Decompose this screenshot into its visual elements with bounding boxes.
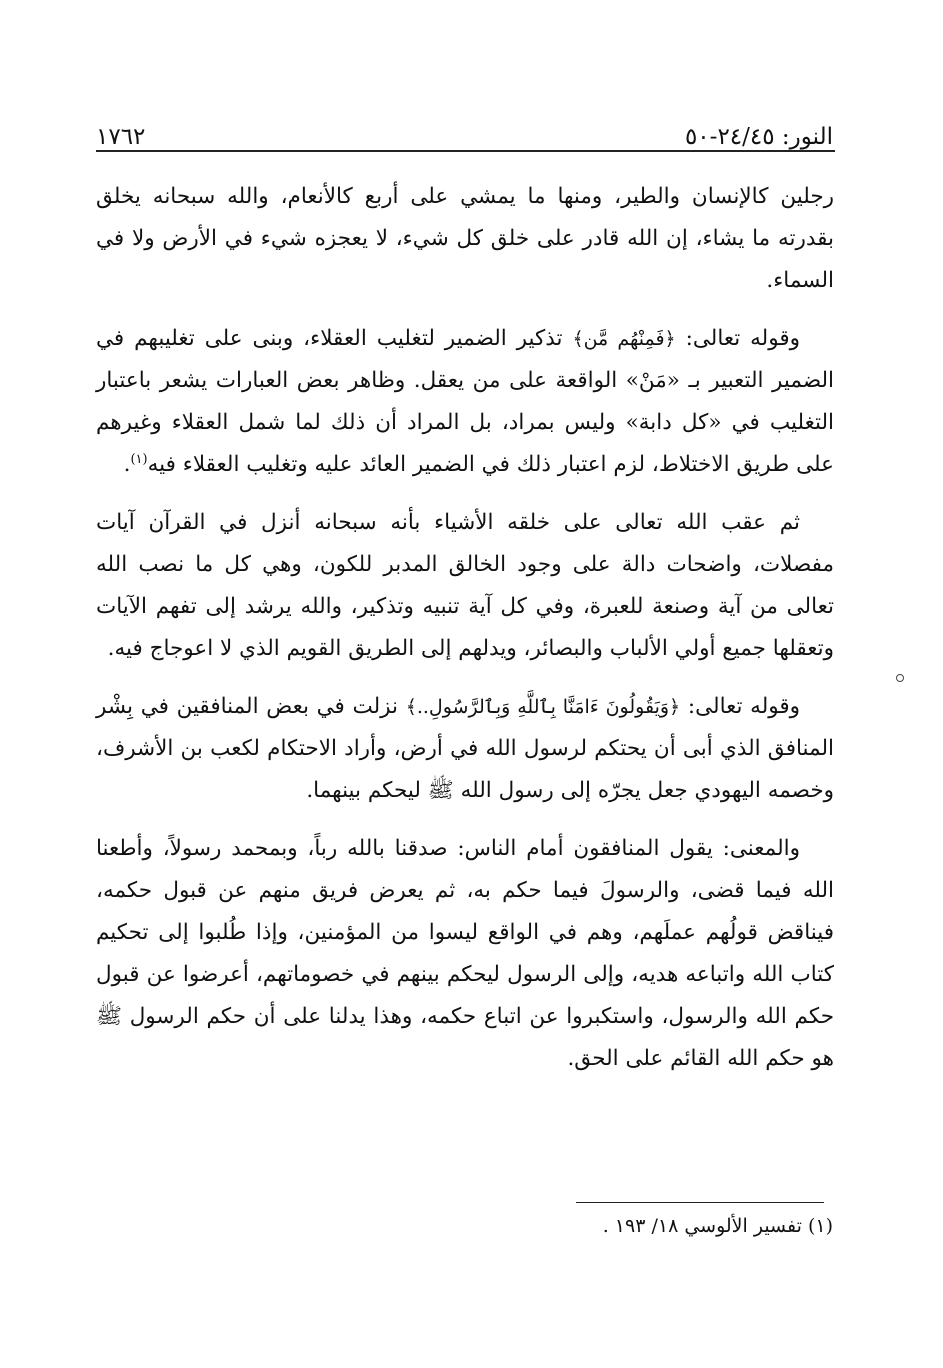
margin-circle-mark bbox=[896, 674, 904, 682]
quran-quote-1: ﴿فَمِنْهُم مَّن﴾ bbox=[572, 328, 676, 350]
paragraph-2 bbox=[96, 318, 834, 486]
header-divider bbox=[96, 150, 835, 152]
paragraph-4-body: نزلت في بعض المنافقين في بِشْر المنافق الذي أبى أن يحتكم لرسول الله في أرض، وأراد الاحتكام لكعب بن الأشرف، وخصمه اليهودي جعل يجرّه إلى رسول الله ﷺ ليحكم بينهما. bbox=[96, 694, 834, 803]
paragraph-2-end: . bbox=[123, 452, 131, 477]
paragraph-4-lead: وقوله تعالى: bbox=[680, 694, 801, 719]
paragraph-5: والمعنى: يقول المنافقون أمام الناس: صدقنا بالله رباً، وبمحمد رسولاً، وأطعنا الله فيما قضى، والرسولَ فيما حكم به، ثم يعرض فريق منهم عن قبول حكمه، فيناقض قولُهم عملَهم، وهم في الواقع ليسوا من المؤمنين، وإذا طُلبوا إلى تحكيم كتاب الله واتباعه هديه، وإلى الرسول ليحكم بينهم في خصوماتهم، أعرضوا عن قبول حكم الله والرسول، واستكبروا عن اتباع حكمه، وهذا يدلنا على أن حكم الرسول ﷺ هو حكم الله القائم على الحق. bbox=[96, 836, 834, 1071]
quran-quote-2: ﴿وَيَقُولُونَ ءَامَنَّا بِٱللَّهِ وَبِٱلرَّسُولِ..﴾ bbox=[405, 696, 681, 718]
footnote-divider bbox=[576, 1202, 824, 1203]
main-text bbox=[96, 176, 834, 1080]
paragraph-1: رجلين كالإنسان والطير، ومنها ما يمشي على أربع كالأنعام، والله سبحانه يخلق بقدرته ما يشاء، إن الله قادر على خلق كل شيء، لا يعجزه شيء في الأرض ولا في السماء. bbox=[96, 184, 834, 293]
paragraph-2-body: تذكير الضمير لتغليب العقلاء، وبنى على تغليبهم في الضمير التعبير بـ «مَنْ» الواقعة على من يعقل. وظاهر بعض العبارات يشعر باعتبار التغليب في «كل دابة» وليس بمراد، بل المراد أن ذلك لما شمل العقلاء وغيرهم على طريق الاختلاط، لزم اعتبار ذلك في الضمير العائد عليه وتغليب العقلاء فيه bbox=[96, 326, 834, 477]
paragraph-3: ثم عقب الله تعالى على خلقه الأشياء بأنه سبحانه أنزل في القرآن آيات مفصلات، واضحات دالة على وجود الخالق المدبر للكون، وهي كل ما نصب الله تعالى من آية وصنعة للعبرة، وفي كل آية تنبيه وتذكير، والله يرشد إلى تفهم الآيات وتعقلها جميع أولي الألباب والبصائر، ويدلهم إلى الطريق القويم الذي لا اعوجاج فيه. bbox=[96, 510, 834, 661]
footnote-reference[interactable]: (١) bbox=[130, 451, 148, 467]
page-number: ١٧٦٢ bbox=[96, 124, 146, 150]
footnote: (١) تفسير الألوسي ١٨/ ١٩٣ . bbox=[602, 1215, 833, 1237]
paragraph-4 bbox=[96, 686, 834, 812]
page-header bbox=[96, 110, 833, 150]
surah-reference: النور: ٢٤/٤٥-٥٠ bbox=[684, 124, 833, 150]
paragraph-2-lead: وقوله تعالى: bbox=[675, 326, 800, 351]
